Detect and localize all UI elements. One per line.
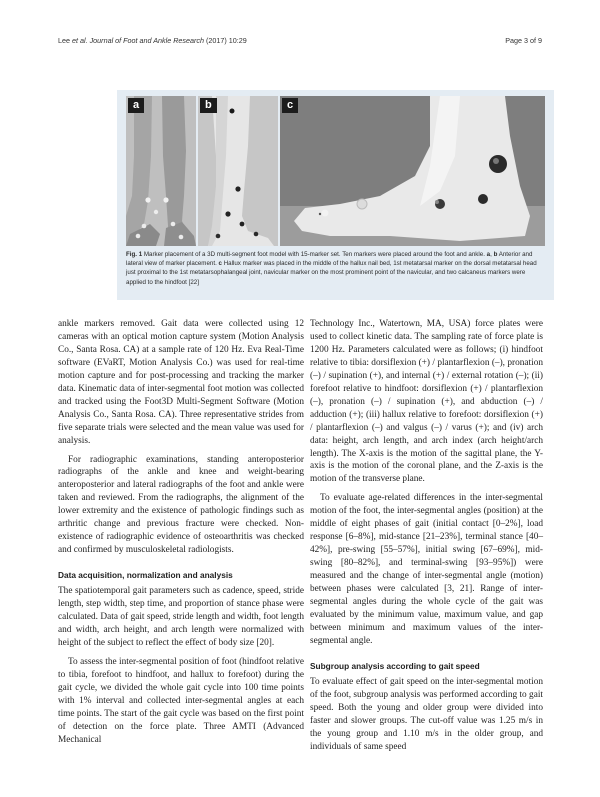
paragraph: ankle markers removed. Gait data were collected using 12 cameras with an optical motion capture system (Motion Analysis Co., Santa Rosa. CA) at a sample rate of 120 Hz. Eva Real-Time software (EVaRT, Motion Analysis Co.) was used for real-time motion capture and for post-processing and tracking the marker data. Kinematic data of inter-segmental foot motion was collected and tracked using the Foot3D Multi-Segment Software (Motion Analysis Co., Santa Rosa. CA). Three representative strides from five separate trials were selected and the mean value was used for analysis.	[58, 319, 304, 446]
paragraph: To evaluate effect of gait speed on the inter-segmental motion of the foot, subgroup analysis was performed according to gait speed. Both the young and older group were divided into faster and slower groups. The cut-off value was 1.25 m/s in the young group and 1.10 m/s in the older group, and individuals of same speed	[310, 676, 543, 752]
panel-b-image	[198, 96, 278, 246]
caption-label: Fig. 1	[126, 251, 143, 258]
foot-closeup-photo	[280, 96, 545, 246]
paragraph: To evaluate age-related differences in the inter-segmental motion of the foot, the inter-segmental angles (position) at the middle of eight phases of gait (initial contact [0–2%], load response [6–8%], mid-stance [21–23%], terminal stance [40–42%], pre-swing [55–57%], initial swing [67–69%], mid-swing [80–82%], and terminal-swing [93–95%]) were measured and the change of inter-segmental angle (motion) between phases were calculated [3, 21]. Range of inter-segmental angles during the whole cycle of the gait was evaluated by the minimum value, maximum value, and gap between minimum and maximum values of the inter-segmental angle.	[310, 493, 543, 646]
paragraph: To assess the inter-segmental position of foot (hindfoot relative to tibia, forefoot to hindfoot, and hallux to forefoot) during the gait cycle, we divided the whole gait cycle into 100 time points with 1% interval and collected inter-segmental angles at each time points. The start of the gait cycle was based on the first point of detection on the force plate. Three AMTI (Advanced Mechanical	[58, 656, 304, 745]
caption-ref-c: c	[218, 260, 222, 268]
lateral-leg-photo	[198, 96, 278, 246]
running-header-citation	[58, 36, 247, 45]
paragraph: For radiographic examinations, standing anteroposterior radiographs of the ankle and knee and weight-bearing anteroposterior and lateral radiographs of the foot and ankle were taken and reviewed. From the radiographs, the alignment of the lower extremity and the existence of pathologic findings such as arthritic change and previous fracture were checked. Non-existence of radiographic evidence of osteoarthritis was checked and confirmed by musculoskeletal radiologists.	[58, 454, 304, 556]
panel-label-a: a	[128, 98, 144, 113]
caption-text-3: Hallux marker was placed in the middle of the hallux nail bed, 1st metatarsal marker on the dorsal metatarsal head just proximal to the 1st metatarsophalangeal joint, navicular marker on the most prominent point of the navicular, and two calcaneus markers were applied to the hindfoot [22]	[126, 260, 537, 286]
caption-comma: ,	[490, 251, 494, 258]
header-authors: Lee	[58, 36, 72, 45]
header-journal: Journal of Foot and Ankle Research	[87, 36, 204, 45]
section-heading: Data acquisition, normalization and analysis	[58, 570, 233, 581]
left-column	[58, 318, 304, 753]
right-column	[310, 318, 543, 760]
anterior-legs-photo	[126, 96, 196, 246]
caption-ref-b: b	[493, 251, 498, 258]
panel-c-image	[280, 96, 545, 246]
panel-label-b: b	[200, 98, 217, 113]
header-year: (2017) 10:29	[204, 36, 247, 45]
figure-images	[126, 96, 545, 246]
caption-text-2: Anterior and lateral view of marker placement.	[126, 251, 533, 268]
header-etal: et al.	[72, 36, 88, 45]
figure-1	[117, 90, 554, 300]
caption-ref-a: a	[486, 251, 491, 258]
panel-label-c: c	[282, 98, 298, 113]
caption-text-1: Marker placement of a 3D multi-segment foot model with 15-marker set. Ten markers were placed around the foot and ankle.	[142, 251, 487, 258]
figure-caption	[126, 250, 544, 287]
page-number: Page 3 of 9	[505, 36, 542, 45]
panel-a-image	[126, 96, 196, 246]
section-heading: Subgroup analysis according to gait speed	[310, 660, 480, 671]
paragraph: Technology Inc., Watertown, MA, USA) force plates were used to collect kinetic data. The sampling rate of force plate is 1200 Hz. Parameters calculated were as follows; (i) hindfoot relative to tibia: dorsiflexion (+) / plantarflexion (–), pronation (–) / supination (+), and internal (+) / external rotation (–); (ii) forefoot relative to hindfoot: dorsiflexion (+) / plantarflexion (–), pronation (–) / supination (+), and abduction (–) / adduction (+); (iii) hallux relative to forefoot: dorsiflexion (+) / plantarflexion (–) and valgus (–) / varus (+); and (iv) arch data: height, arch length, and arch index (arch height/arch length). The X-axis is the motion of the sagittal plane, the Y-axis is the motion of the coronal plane, and the Z-axis is the motion of the transverse plane.	[310, 319, 543, 485]
paragraph: The spatiotemporal gait parameters such as cadence, speed, stride length, step width, step time, and proportion of stance phase were calculated. Data of gait speed, stride length and width, foot length and width, arch height, and arch length were normalized with height of the subject to reflect the effect of body size [20].	[58, 586, 304, 648]
